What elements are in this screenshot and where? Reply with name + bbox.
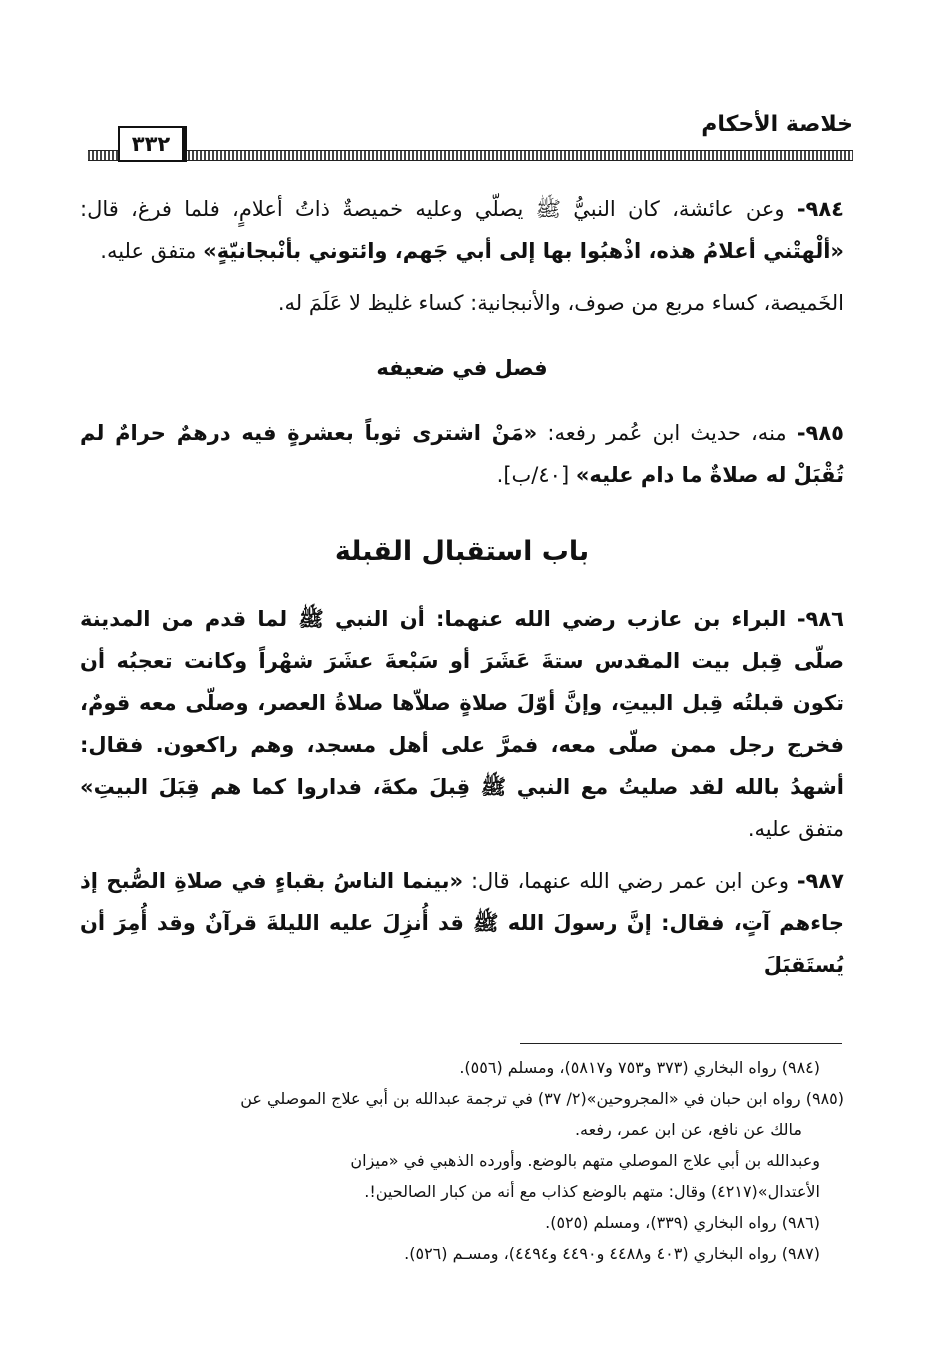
running-header <box>88 104 853 164</box>
footnote-985-note: وعبدالله بن أبي علاج الموصلي متهم بالوضع. وأورده الذهبي في «ميزان <box>350 1151 820 1170</box>
hadith-number: ٩٨٥- <box>796 421 844 445</box>
chapter-heading: باب استقبال القبلة <box>334 536 590 567</box>
hadith-source: متفق عليه. <box>747 817 844 841</box>
footnote-987: (٩٨٧) رواه البخاري (٤٠٣ و٤٤٨٨ و٤٤٩٠ و٤٤٩٤)، ومسـم (٥٢٦). <box>404 1244 820 1263</box>
hadith-number: ٩٨٦- <box>796 607 844 631</box>
hadith-986 <box>80 598 844 850</box>
gloss-984: الخَميصة، كساء مربع من صوف، والأنبجانية: كساء غليظ لا عَلَمَ له. <box>277 291 844 315</box>
footnote-986: (٩٨٦) رواه البخاري (٣٣٩)، ومسلم (٥٢٥). <box>545 1213 820 1232</box>
running-header-title: خلاصة الأحكام <box>701 112 853 137</box>
hadith-lead: وعن ابن عمر رضي الله عنهما، قال: <box>470 869 789 893</box>
footnote-985-cont: مالك عن نافع، عن ابن عمر، رفعه. <box>574 1120 802 1139</box>
footnote-985: (٩٨٥) رواه ابن حبان في «المجروحين»(٢/ ٣٧) في ترجمة عبدالله بن أبي علاج الموصلي عن <box>240 1089 844 1108</box>
header-rule <box>88 150 853 161</box>
hadith-lead: وعن عائشة، كان النبيُّ ﷺ يصلّي وعليه خميصةٌ ذاتُ أعلامٍ، فلما فرغ، قال: <box>80 197 785 221</box>
hadith-985 <box>80 412 844 496</box>
hadith-source: متفق عليه. <box>100 239 197 263</box>
footnotes <box>84 1052 844 1269</box>
hadith-lead: منه، حديث ابن عُمر رفعه: <box>547 421 787 445</box>
footnote-separator <box>520 1043 842 1044</box>
hadith-text: البراء بن عازب رضي الله عنهما: أن النبي ﷺ لما قدم من المدينة صلّى قِبل بيت المقدس ستةَ عَشَرَ أو سَبْعةَ عشَرَ شهْراً وكانت تعجبُه أن تكون قبلتُه قِبل البيتِ، وإنَّ أوّلَ صلاةٍ صلاّها صلاةُ العصر، وصلّى معه قومٌ، فخرج رجل ممن صلّى معه، فمرَّ على أهل مسجد، وهم راكعون. فقال: أشهدُ بالله لقد صليتُ مع النبي ﷺ قِبلَ مكةَ، فداروا كما هم قِبَلَ البيتِ» <box>80 607 844 799</box>
hadith-quote: «ألْهتْني أعلامُ هذه، اذْهبُوا بها إلى أبي جَهم، وائتوني بأنْبجانيّةٍ» <box>203 239 844 263</box>
hadith-quote: «بينما الناسُ بقباءٍ في صلاةِ الصُّبح إذ جاءهم آتٍ، فقال: إنَّ رسولَ الله ﷺ قد أُنزِلَ عليه الليلةَ قرآنٌ وقد أُمِرَ أن يُستَقبَلَ <box>80 869 844 977</box>
main-text <box>80 188 844 986</box>
page-number: ٣٣٢ <box>118 126 184 162</box>
hadith-987 <box>80 860 844 986</box>
footnote-984: (٩٨٤) رواه البخاري (٣٧٣ و٧٥٣ و٥٨١٧)، ومسلم (٥٥٦). <box>459 1058 820 1077</box>
hadith-number: ٩٨٤- <box>796 197 844 221</box>
hadith-quote: «مَنْ اشترى ثوباً بعشرةٍ فيه درهمٌ حرامٌ لم تُقْبَلْ له صلاةٌ ما دام عليه» <box>80 421 844 487</box>
footnote-985-note-cont: الأعتدال»(٤٢١٧) وقال: متهم بالوضع كذاب مع أنه من كبار الصالحين!. <box>364 1182 820 1201</box>
hadith-984 <box>80 188 844 272</box>
section-heading: فصل في ضعيفه <box>376 356 548 380</box>
hadith-number: ٩٨٧- <box>796 869 844 893</box>
manuscript-ref: [٤٠/ب]. <box>496 463 570 487</box>
